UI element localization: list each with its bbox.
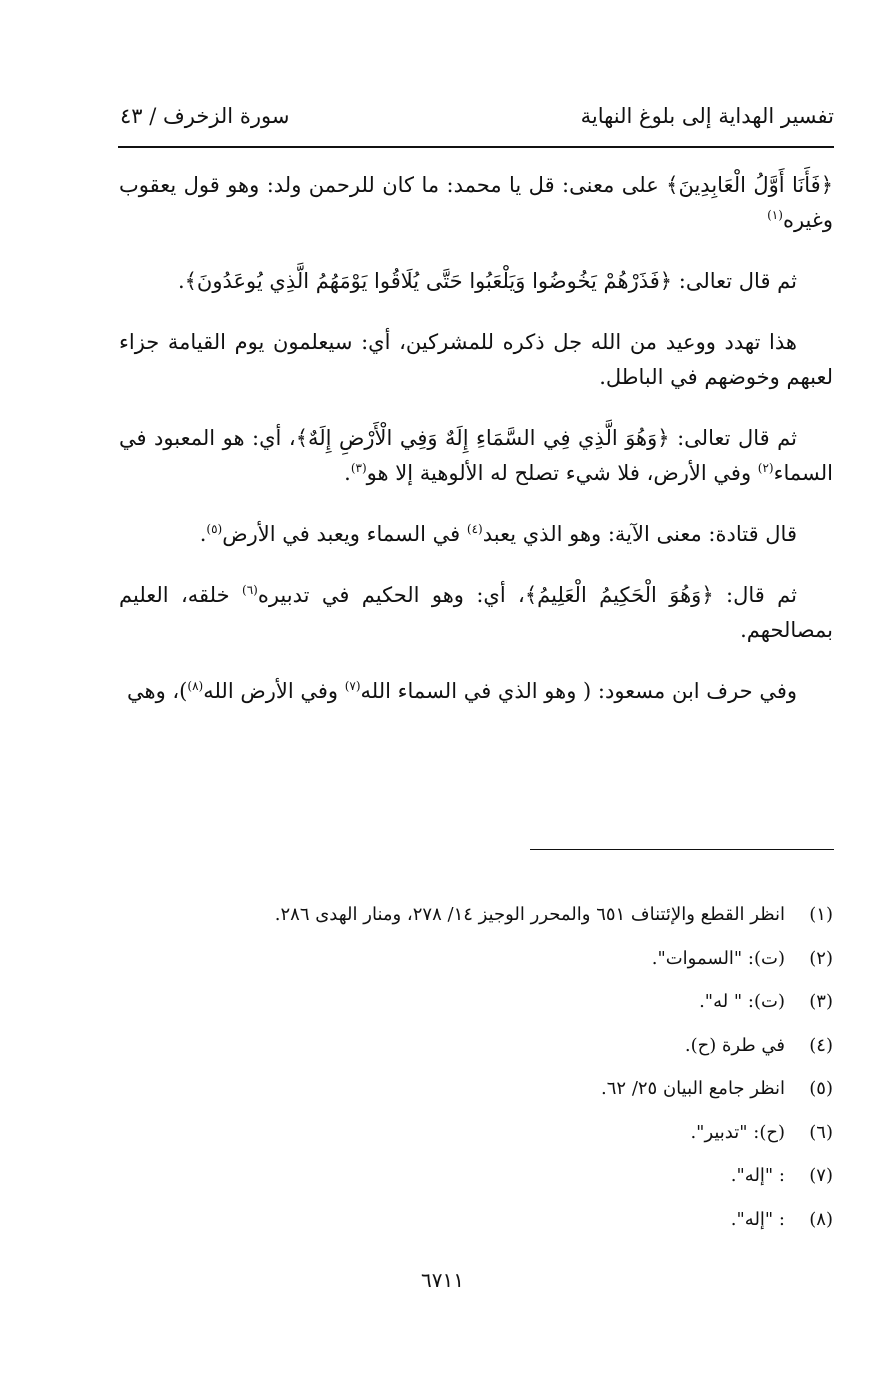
footnote-ref: (٢) [757, 461, 774, 475]
paragraph-text: وفي الأرض الله [203, 679, 345, 703]
footnote-number: (٣) [809, 991, 833, 1012]
footnote-text: انظر جامع البيان ٢٥/ ٦٢. [601, 1078, 785, 1099]
paragraph-7 [119, 674, 833, 709]
paragraph-6 [119, 578, 833, 648]
footnote-ref: (٦) [242, 583, 258, 597]
surah-title: سورة الزخرف / ٤٣ [120, 104, 290, 128]
footnotes [119, 900, 833, 1248]
footnote-text: (ح): "تدبير". [690, 1121, 785, 1143]
paragraph-text: ، أي: هو المعبود في السماء [119, 426, 833, 485]
paragraph-text: ، أي: وهو الحكيم في تدبيره [257, 583, 525, 607]
quran-verse: ﴿وَهُوَ الَّذِي فِي السَّمَاءِ إِلَهٌ وَفِي الْأَرْضِ إِلَهٌ﴾ [295, 426, 670, 450]
paragraph-text: . [344, 461, 351, 485]
footnote-item [119, 944, 833, 988]
footnote-text: في طرة (ح). [684, 1034, 785, 1056]
footnote-number: (٤) [809, 1034, 833, 1056]
footnote-number: (٧) [809, 1165, 833, 1186]
paragraph-text: في السماء ويعبد في الأرض [222, 522, 467, 546]
paragraph-text: على معنى: قل يا محمد: ما كان للرحمن ولد: وهو قول يعقوب وغيره [119, 173, 833, 232]
paragraph-5 [119, 517, 833, 552]
footnote-text: (ت): " له". [699, 991, 785, 1012]
paragraph-2 [119, 264, 833, 299]
footnote-number: (٦) [809, 1121, 833, 1143]
footnote-item [119, 900, 833, 944]
paragraph-text: ثم قال تعالى: [672, 269, 797, 293]
paragraph-text: خلقه، العليم بمصالحهم. [119, 583, 833, 642]
footnote-ref: (٥) [206, 522, 223, 536]
running-header [120, 104, 834, 140]
footnote-item [119, 1031, 833, 1075]
quran-verse: ﴿وَهُوَ الْحَكِيمُ الْعَلِيمُ﴾ [524, 583, 714, 607]
paragraph-4 [119, 421, 833, 491]
footnote-number: (١) [809, 904, 833, 925]
footnote-number: (٨) [809, 1208, 833, 1230]
footnote-item [119, 1205, 833, 1249]
paragraph-text: هذا تهدد ووعيد من الله جل ذكره للمشركين، أي: سيعلمون يوم القيامة جزاء لعبهم وخوضهم في الباطل. [119, 330, 833, 389]
footnote-number: (٥) [809, 1078, 833, 1099]
paragraph-text: ثم قال تعالى: [669, 426, 797, 450]
footnote-ref: (٤) [466, 522, 483, 536]
quran-verse: ﴿فَذَرْهُمْ يَخُوضُوا وَيَلْعَبُوا حَتَّى يُلَاقُوا يَوْمَهُمُ الَّذِي يُوعَدُونَ﴾ [184, 269, 673, 293]
paragraph-text: . [177, 269, 185, 293]
quran-verse: ﴿فَأَنَا أَوَّلُ الْعَابِدِينَ﴾ [666, 173, 834, 197]
footnote-divider [530, 849, 834, 850]
footnote-text: انظر القطع والإئتناف ٦٥١ والمحرر الوجيز ١٤/ ٢٧٨، ومنار الهدى ٢٨٦. [274, 904, 785, 925]
paragraph-text: وفي الأرض، فلا شيء تصلح له الألوهية إلا هو [366, 461, 758, 485]
footnote-ref: (٧) [344, 679, 361, 693]
footnote-ref: (٣) [350, 461, 367, 475]
footnote-text: (ت): "السموات". [651, 947, 785, 969]
paragraph-text: . [199, 522, 207, 546]
main-text [119, 168, 833, 735]
paragraph-text: ثم قال: [713, 583, 797, 607]
footnote-item [119, 987, 833, 1031]
header-divider [118, 146, 834, 148]
footnote-ref: (١) [767, 208, 783, 222]
paragraph-text: قال قتادة: معنى الآية: وهو الذي يعبد [482, 522, 797, 546]
footnote-text: : "إله". [730, 1165, 785, 1186]
paragraph-1 [119, 168, 833, 238]
footnote-number: (٢) [809, 947, 833, 969]
paragraph-text: )، وهي [127, 679, 188, 703]
paragraph-text: وفي حرف ابن مسعود: ( وهو الذي في السماء الله [360, 679, 797, 703]
footnote-item [119, 1118, 833, 1162]
footnote-item [119, 1074, 833, 1118]
paragraph-3 [119, 325, 833, 395]
footnote-item [119, 1161, 833, 1205]
footnote-text: : "إله". [730, 1208, 785, 1230]
book-title: تفسير الهداية إلى بلوغ النهاية [580, 104, 834, 128]
page-number: ٦٧١١ [421, 1268, 464, 1292]
footnote-ref: (٨) [187, 679, 204, 693]
